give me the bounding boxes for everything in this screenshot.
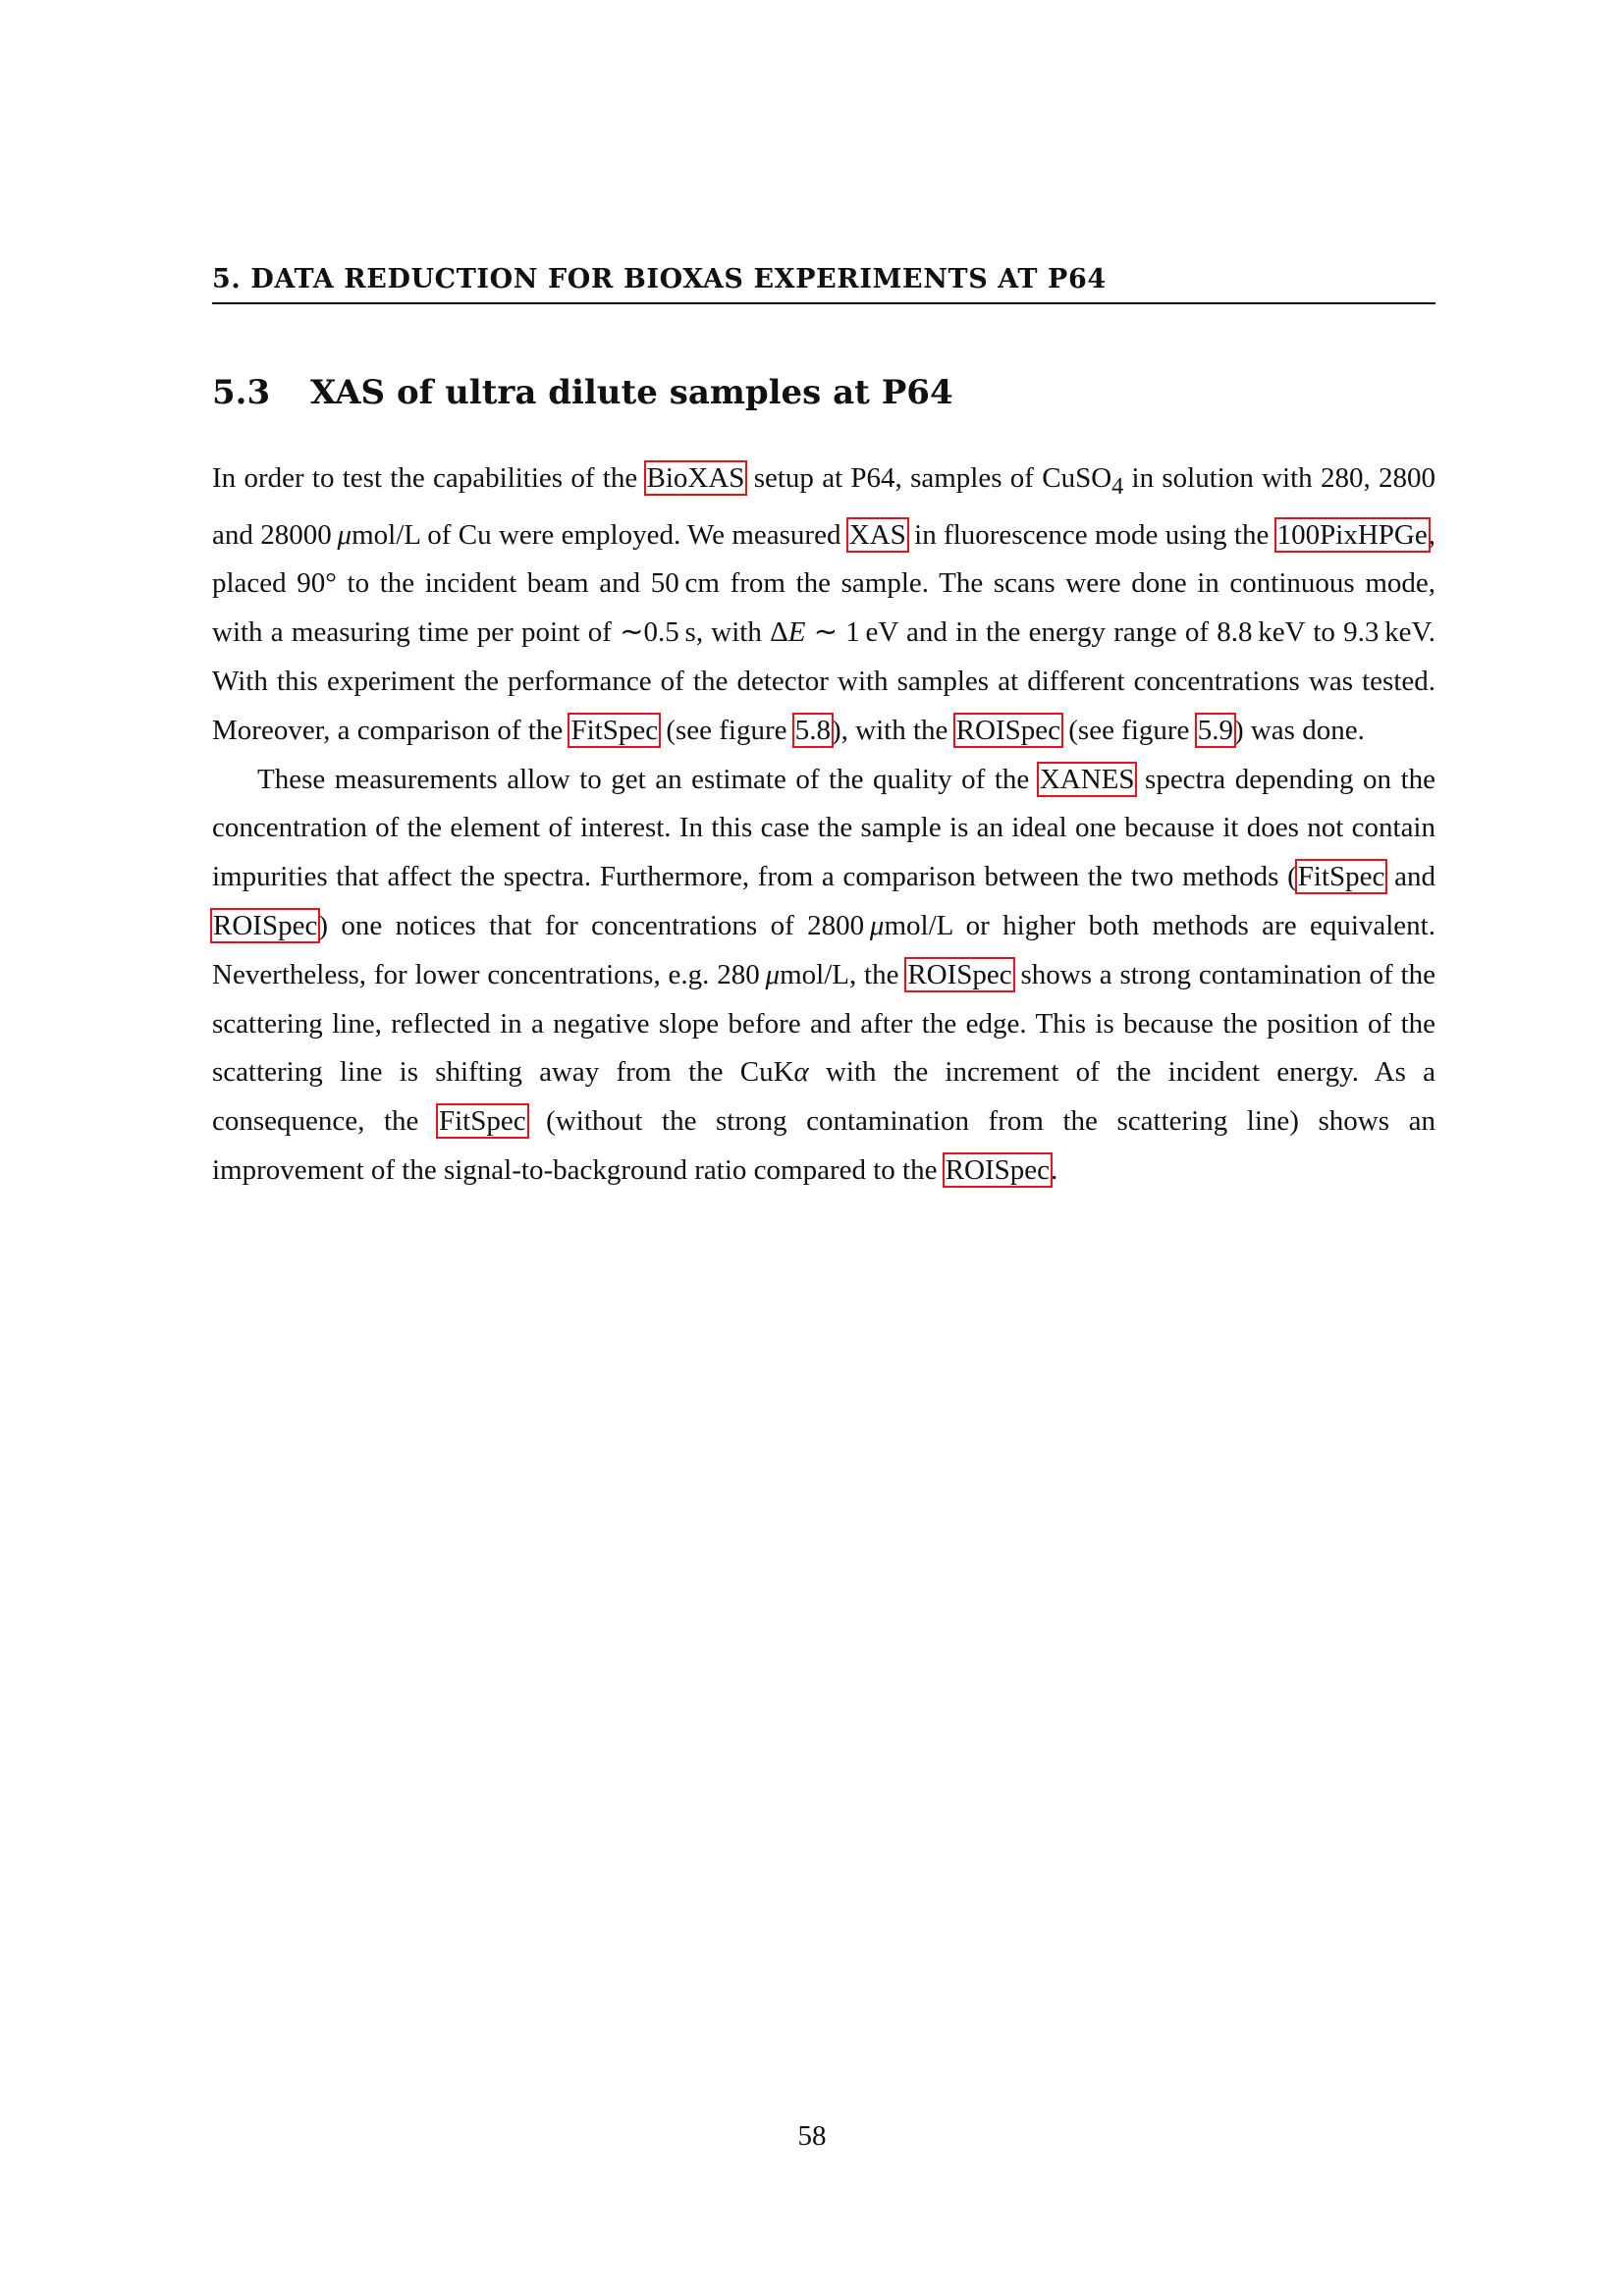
text-run: setup at P64, samples of CuSO [745, 462, 1112, 494]
text-run: mol/L of Cu were employed. We measured [352, 518, 848, 551]
figure-ref-link[interactable]: 5.8 [794, 714, 832, 746]
acronym-link-xas[interactable]: XAS [848, 518, 906, 551]
text-run: with the increment of the incident energy. As a consequence, the [212, 1056, 1435, 1138]
text-run: ) was done. [1233, 714, 1365, 746]
text-run: ), with the [832, 714, 955, 746]
text-run: and [1385, 861, 1435, 893]
acronym-link-roispec[interactable]: ROISpec [955, 714, 1060, 746]
math-mu: μ [869, 909, 885, 941]
text-run: , placed 90° to the incident beam and 50 cm from the sample. The scans were done in continuous mode, with a measuring time per point of ∼0.5 s, with Δ [212, 518, 1435, 649]
text-run: (see figure [659, 714, 794, 746]
text-run: In order to test the capabilities of the [212, 462, 646, 494]
math-alpha: α [793, 1056, 809, 1089]
paragraph-1 [212, 454, 1435, 756]
acronym-link-roispec[interactable]: ROISpec [945, 1153, 1051, 1186]
text-run: shows a strong contamination of the scattering line, reflected in a negative slope before and after the edge. This is because the position of the scattering line is shifting away from the CuK [212, 958, 1435, 1089]
running-head: 5. DATA REDUCTION FOR BIOXAS EXPERIMENTS AT P64 [212, 263, 1435, 304]
acronym-link-fitspec[interactable]: FitSpec [1297, 861, 1385, 893]
text-run: mol/L or higher both methods are equivalent. Nevertheless, for lower concentrations, e.g. 280 [212, 909, 1435, 990]
body-text [212, 454, 1435, 1196]
page-number: 58 [797, 2120, 827, 2152]
text-run: (without the strong contamination from the scattering line) shows an improvement of the signal-to-background ratio compared to the [212, 1105, 1435, 1186]
text-run: ) one notices that for concentrations of 2800 [318, 909, 870, 941]
section-number: 5.3 [212, 373, 271, 412]
math-mu: μ [337, 518, 352, 551]
section-title: XAS of ultra dilute samples at P64 [310, 373, 953, 412]
figure-ref-link[interactable]: 5.9 [1197, 714, 1233, 746]
text-run: spectra depending on the concentration of the element of interest. In this case the sample is an ideal one because it does not contain impurities that affect the spectra. Furthermore, from a comparison between the two methods ( [212, 763, 1436, 893]
acronym-link-100pixhpge[interactable]: 100PixHPGe [1276, 518, 1428, 551]
text-run: in solution with 280, 2800 and 28000 [212, 462, 1435, 551]
paragraph-2 [212, 756, 1435, 1196]
section-heading [212, 371, 1435, 414]
acronym-link-bioxas[interactable]: BioXAS [646, 462, 745, 494]
math-e: E [787, 616, 806, 649]
acronym-link-fitspec[interactable]: FitSpec [570, 714, 659, 746]
text-run: ∼ 1 eV and in the energy range of 8.8 keV to 9.3 keV. With this experiment the performance of the detector with samples at different concentrations was tested. Moreover, a comparison of the [212, 616, 1435, 746]
subscript: 4 [1111, 472, 1124, 500]
text-run: These measurements allow to get an estimate of the quality of the [257, 763, 1039, 795]
acronym-link-fitspec[interactable]: FitSpec [438, 1105, 526, 1138]
math-mu: μ [765, 958, 781, 990]
text-run: mol/L, the [780, 958, 907, 990]
text-run: (see figure [1061, 714, 1197, 746]
acronym-link-roispec[interactable]: ROISpec [213, 909, 318, 941]
text-run: in fluorescence mode using the [906, 518, 1276, 551]
acronym-link-xanes[interactable]: XANES [1039, 763, 1135, 795]
acronym-link-roispec[interactable]: ROISpec [907, 958, 1012, 990]
text-run: . [1051, 1153, 1058, 1186]
